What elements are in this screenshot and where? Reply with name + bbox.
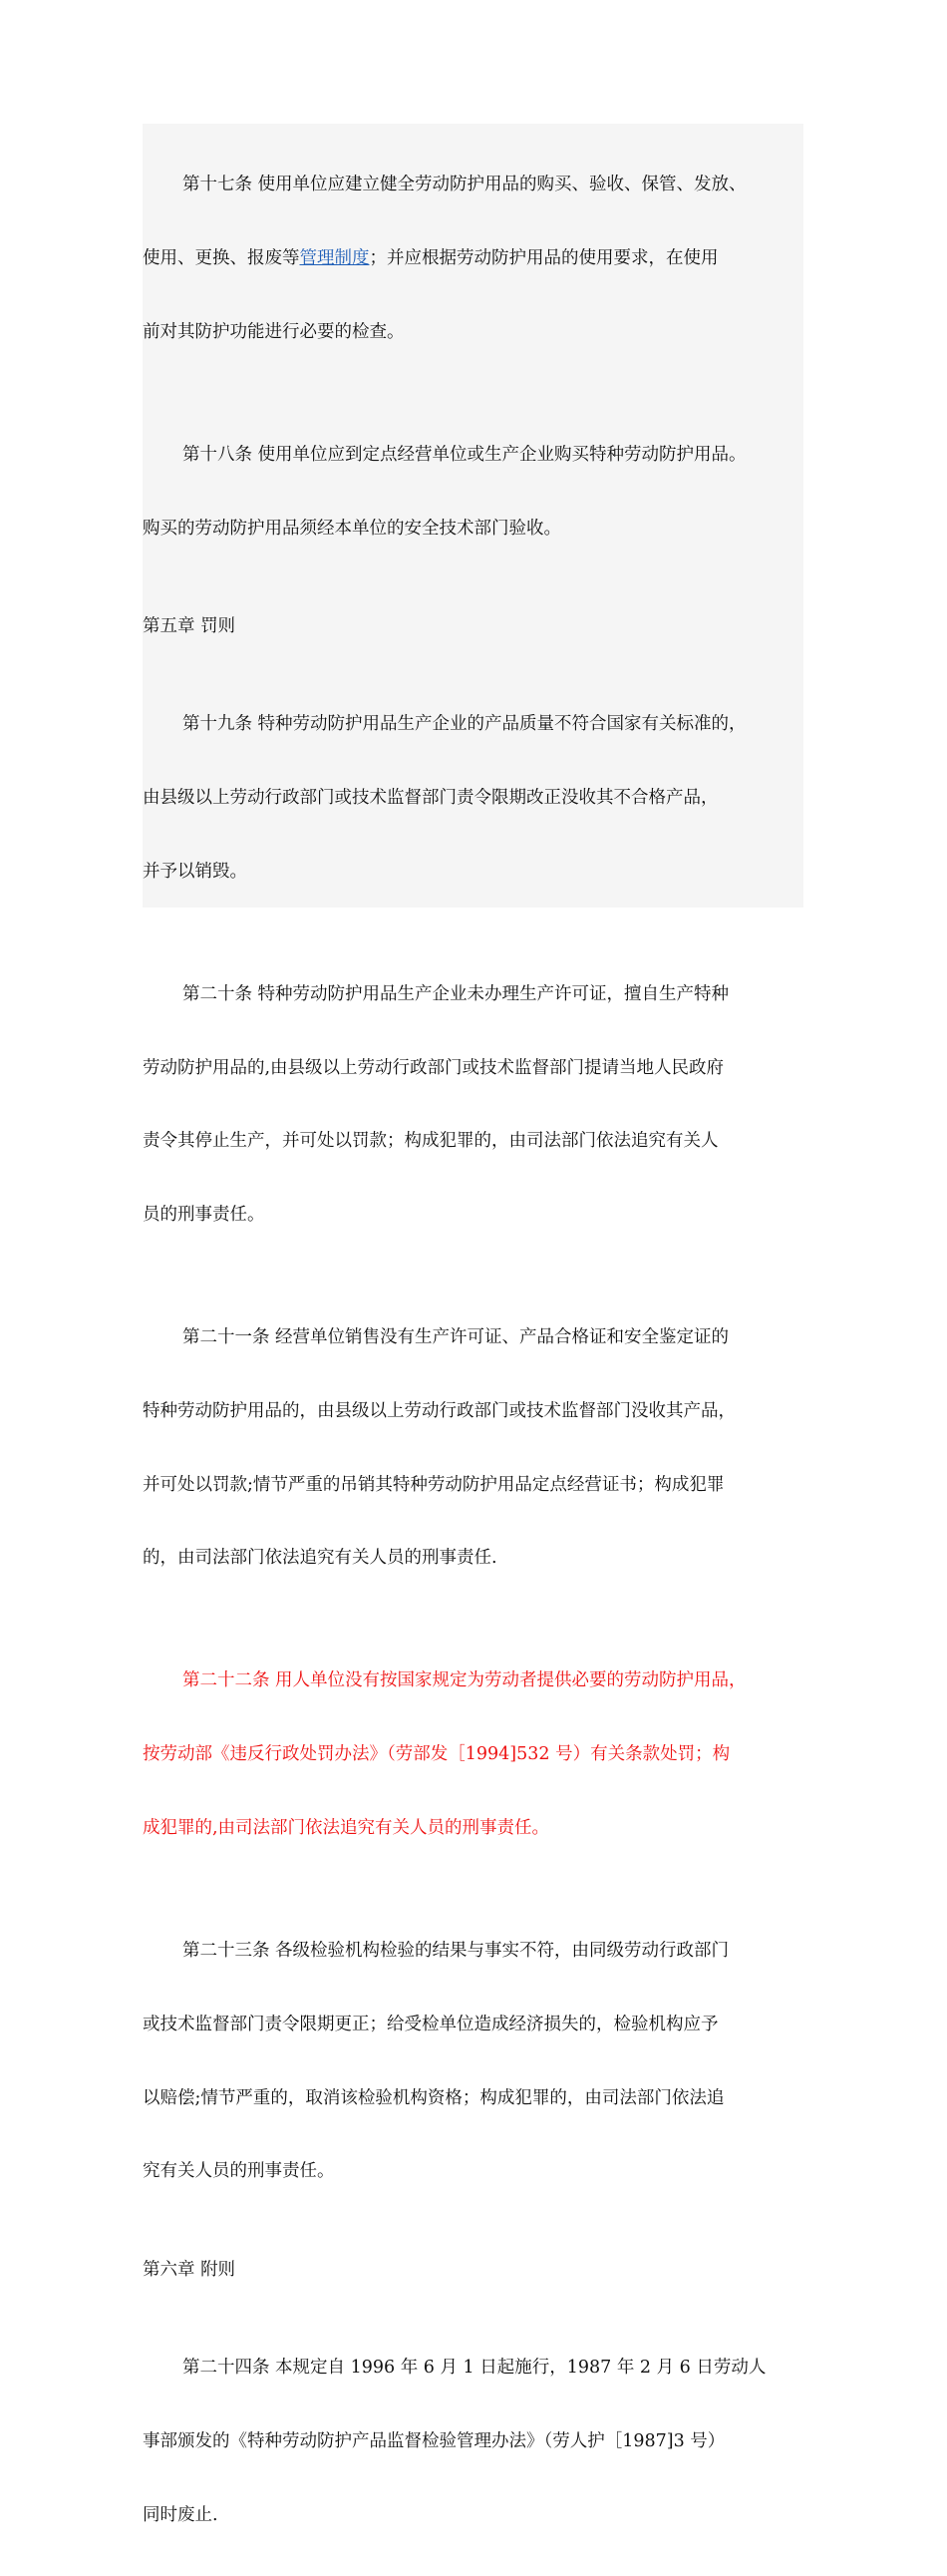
article-17-line-2-before: 使用、更换、报废等 <box>143 247 300 268</box>
spacer <box>143 2282 803 2307</box>
article-20-line-4: 员的刑事责任。 <box>143 1205 265 1226</box>
spacer <box>143 2233 803 2258</box>
article-18 <box>143 394 803 590</box>
article-22-line-1: 第二十二条 用人单位没有按国家规定为劳动者提供必要的劳动防护用品， <box>182 1670 747 1691</box>
article-20-line-3: 责令其停止生产，并可处以罚款；构成犯罪的，由司法部门依法追究有关人 <box>143 1131 719 1152</box>
document-body <box>143 124 803 2525</box>
management-system-link[interactable]: 管理制度 <box>299 247 370 268</box>
article-23-line-1: 第二十三条 各级检验机构检验的结果与事实不符，由同级劳动行政部门 <box>182 1940 730 1961</box>
article-23-line-2: 或技术监督部门责令限期更正；给受检单位造成经济损失的，检验机构应予 <box>143 2014 719 2034</box>
article-23-line-3: 以赔偿;情节严重的，取消该检验机构资格；构成犯罪的，由司法部门依法追 <box>143 2087 725 2108</box>
article-17-line-2-after: ；并应根据劳动防护用品的使用要求，在使用 <box>369 247 719 268</box>
article-22 <box>143 1620 803 1890</box>
article-21-line-2: 特种劳动防护用品的，由县级以上劳动行政部门或技术监督部门没收其产品， <box>143 1400 736 1421</box>
article-18-line-1: 第十八条 使用单位应到定点经营单位或生产企业购买特种劳动防护用品。 <box>182 444 747 465</box>
article-21-line-3: 并可处以罚款;情节严重的吊销其特种劳动防护用品定点经营证书；构成犯罪 <box>143 1474 725 1495</box>
article-17-line-1: 第十七条 使用单位应建立健全劳动防护用品的购买、验收、保管、发放、 <box>182 175 747 195</box>
article-17 <box>143 124 803 394</box>
article-20-line-1: 第二十条 特种劳动防护用品生产企业未办理生产许可证，擅自生产特种 <box>182 983 730 1004</box>
article-23 <box>143 1890 803 2233</box>
chapter-5-heading: 第五章 罚则 <box>143 615 236 636</box>
article-24 <box>143 2307 803 2576</box>
spacer <box>143 638 803 663</box>
article-23-line-4: 究有关人员的刑事责任。 <box>143 2161 335 2182</box>
article-24-line-2: 事部颁发的《特种劳动防护产品监督检验管理办法》（劳人护［1987]3 号） <box>143 2430 726 2451</box>
article-24-line-3: 同时废止. <box>143 2504 218 2525</box>
article-21 <box>143 1277 803 1620</box>
article-19-line-2: 由县级以上劳动行政部门或技术监督部门责令限期改正没收其不合格产品， <box>143 788 719 809</box>
article-19-line-1: 第十九条 特种劳动防护用品生产企业的产品质量不符合国家有关标准的， <box>182 714 747 735</box>
article-21-line-4: 的，由司法部门依法追究有关人员的刑事责任. <box>143 1548 497 1569</box>
article-20 <box>143 933 803 1277</box>
article-19 <box>143 663 803 933</box>
article-22-line-3: 成犯罪的,由司法部门依法追究有关人员的刑事责任。 <box>143 1817 550 1838</box>
chapter-6-heading: 第六章 附则 <box>143 2259 236 2280</box>
article-24-line-1: 第二十四条 本规定自 1996 年 6 月 1 日起施行，1987 年 2 月 6 日劳动人 <box>182 2358 767 2379</box>
article-20-line-2: 劳动防护用品的,由县级以上劳动行政部门或技术监督部门提请当地人民政府 <box>143 1057 725 1078</box>
article-22-line-2: 按劳动部《违反行政处罚办法》（劳部发［1994]532 号）有关条款处罚；构 <box>143 1744 731 1765</box>
article-17-line-2 <box>143 246 803 271</box>
article-21-line-1: 第二十一条 经营单位销售没有生产许可证、产品合格证和安全鉴定证的 <box>182 1327 730 1348</box>
article-17-line-3: 前对其防护功能进行必要的检查。 <box>143 321 405 342</box>
spacer <box>143 589 803 614</box>
article-18-line-2: 购买的劳动防护用品须经本单位的安全技术部门验收。 <box>143 518 561 539</box>
article-19-line-3: 并予以销毁。 <box>143 861 247 882</box>
